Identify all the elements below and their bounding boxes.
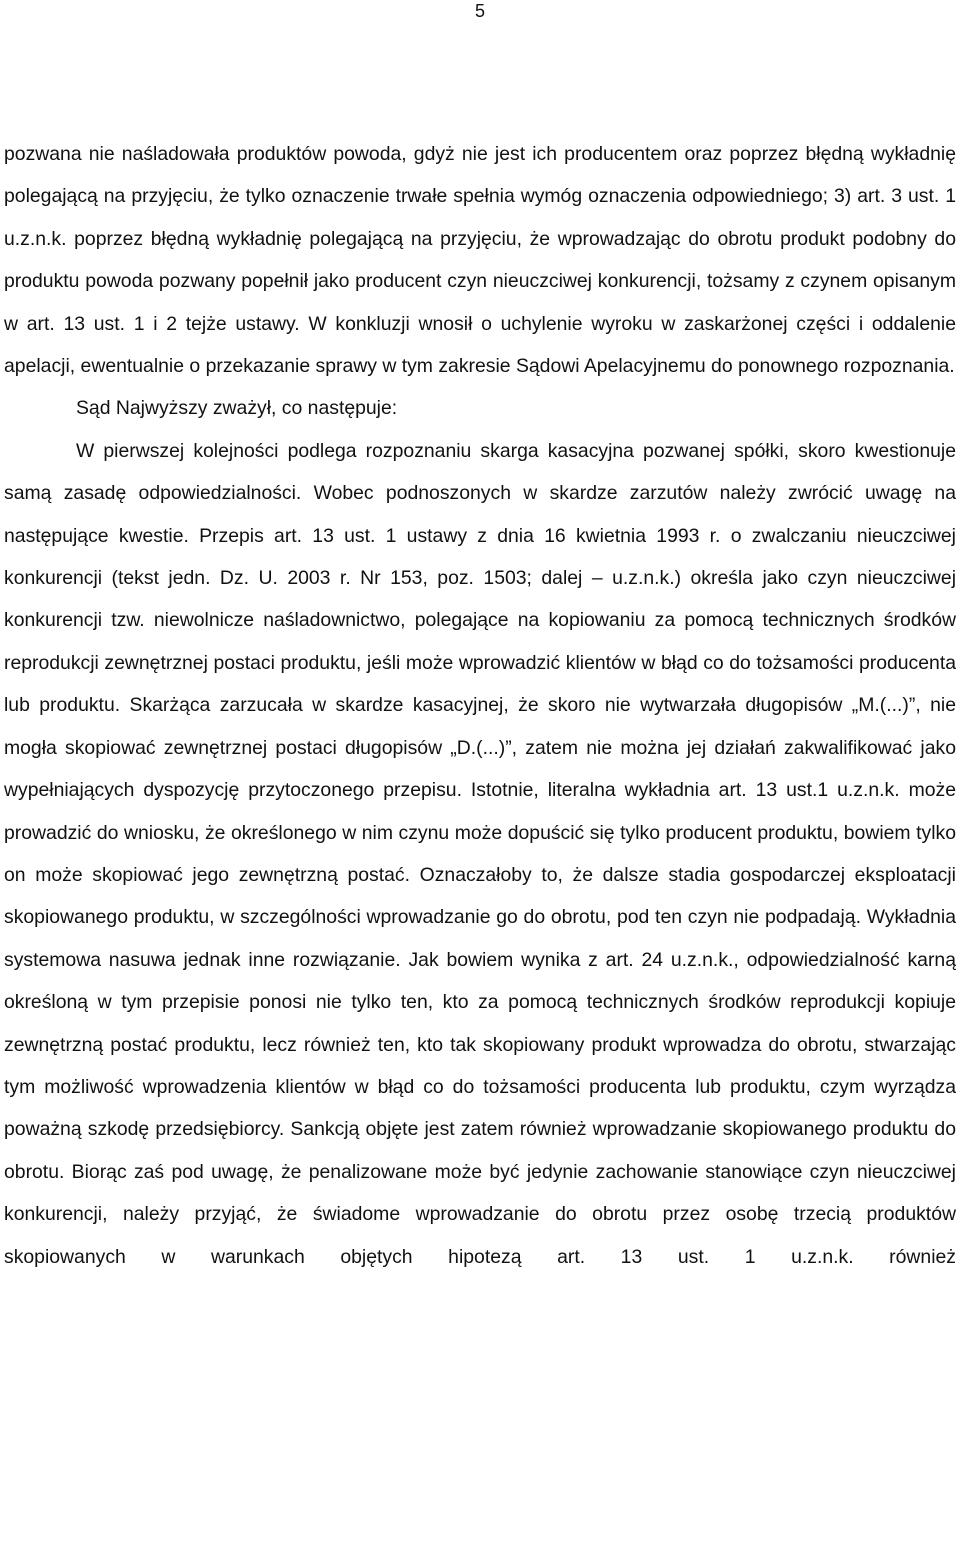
- paragraph-court-reasoning: W pierwszej kolejności podlega rozpoznaniu skarga kasacyjna pozwanej spółki, skoro kwestionuje samą zasadę odpowiedzialności. Wobec podnoszonych w skardze zarzutów należy zwrócić uwagę na następujące kwestie. Przepis art. 13 ust. 1 ustawy z dnia 16 kwietnia 1993 r. o zwalczaniu nieuczciwej konkurencji (tekst jedn. Dz. U. 2003 r. Nr 153, poz. 1503; dalej – u.z.n.k.) określa jako czyn nieuczciwej konkurencji tzw. niewolnicze naśladownictwo, polegające na kopiowaniu za pomocą technicznych środków reprodukcji zewnętrznej postaci produktu, jeśli może wprowadzić klientów w błąd co do tożsamości producenta lub produktu. Skarżąca zarzucała w skardze kasacyjnej, że skoro nie wytwarzała długopisów „M.(...)”, nie mogła skopiować zewnętrznej postaci długopisów „D.(...)”, zatem nie można jej działań zakwalifikować jako wypełniających dyspozycję przytoczonego przepisu. Istotnie, literalna wykładnia art. 13 ust.1 u.z.n.k. może prowadzić do wniosku, że określonego w nim czynu może dopuścić się tylko producent produktu, bowiem tylko on może skopiować jego zewnętrzną postać. Oznaczałoby to, że dalsze stadia gospodarczej eksploatacji skopiowanego produktu, w szczególności wprowadzanie go do obrotu, pod ten czyn nie podpadają. Wykładnia systemowa nasuwa jednak inne rozwiązanie. Jak bowiem wynika z art. 24 u.z.n.k., odpowiedzialność karną określoną w tym przepisie ponosi nie tylko ten, kto za pomocą technicznych środków reprodukcji kopiuje zewnętrzną postać produktu, lecz również ten, kto tak skopiowany produkt wprowadza do obrotu, stwarzając tym możliwość wprowadzenia klientów w błąd co do tożsamości producenta lub produktu, czym wyrządza poważną szkodę przedsiębiorcy. Sankcją objęte jest zatem również wprowadzanie skopiowanego produktu do obrotu. Biorąc zaś pod uwagę, że penalizowane może być jedynie zachowanie stanowiące czyn nieuczciwej konkurencji, należy przyjąć, że świadome wprowadzanie do obrotu przez osobę trzecią produktów skopiowanych w warunkach objętych hipotezą art. 13 ust. 1 u.z.n.k. również: [4, 439, 956, 1268]
- page-number: 5: [474, 1, 485, 21]
- paragraph-party-arguments: pozwana nie naśladowała produktów powoda, gdyż nie jest ich producentem oraz poprzez błędną wykładnię polegającą na przyjęciu, że tylko oznaczenie trwałe spełnia wymóg oznaczenia odpowiedniego; 3) art. 3 ust. 1 u.z.n.k. poprzez błędną wykładnię polegającą na przyjęciu, że wprowadzając do obrotu produkt podobny do produktu powoda pozwany popełnił jako producent czyn nieuczciwej konkurencji, tożsamy z czynem opisanym w art. 13 ust. 1 i 2 tejże ustawy. W konkluzji wnosił o uchylenie wyroku w zaskarżonej części i oddalenie apelacji, ewentualnie o przekazanie sprawy w tym zakresie Sądowi Apelacyjnemu do ponownego rozpoznania.: [4, 143, 956, 378]
- paragraph-court-heading: Sąd Najwyższy zważył, co następuje:: [76, 397, 398, 420]
- document-body: [4, 133, 956, 1278]
